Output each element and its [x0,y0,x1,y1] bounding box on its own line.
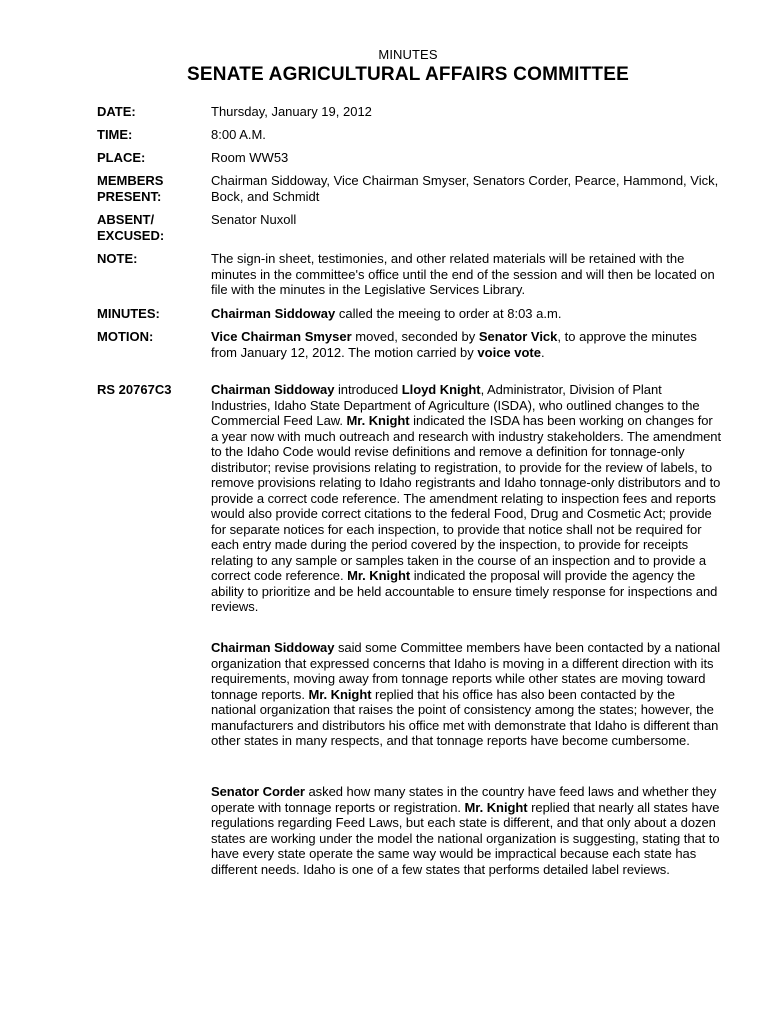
motion-seconder: Senator Vick [478,329,558,344]
motion-mover: Vice Chairman Smyser [211,329,352,344]
rs-paragraph-3 [211,784,723,877]
rs-paragraph-1 [211,382,723,615]
speaker-lloyd-knight: Lloyd Knight [401,382,481,397]
minutes-label: MINUTES: [97,306,160,321]
rs-label: RS 20767C3 [97,382,172,397]
absent-label [97,212,207,243]
members-present-value: Chairman Siddoway, Vice Chairman Smyser, Senators Corder, Pearce, Hammond, Vick, Bock, and Schmidt [211,173,719,204]
p3-text-2: replied that nearly all states have regulations regarding Feed Laws, but each state is different, and that only about a dozen states are working under the model the national organization is suggesting, stating that to have every state operate the same way would be impractical because each state has different needs. Idaho is one of a few states that performs detailed label reviews. [211,799,720,877]
members-label-line2: PRESENT: [97,188,162,204]
p2-text-2: replied that his office has also been contacted by the national organization that raises the point of consistency among the states; however, the manufacturers and distributors his office met with demonstrate that Idaho is different than other states in many respects, and that tonnage reports have become cumbersome. [211,686,719,748]
p1-text-1: introduced [334,382,402,397]
time-label: TIME: [97,127,133,142]
motion-vote: voice vote [477,344,541,360]
time-value: 8:00 A.M. [211,127,266,142]
place-label: PLACE: [97,150,146,165]
speaker-chairman-siddoway: Chairman Siddoway [211,640,335,655]
speaker-senator-corder: Senator Corder [211,784,305,799]
members-present-label [97,173,207,204]
p1-text-4: indicated the proposal will provide the agency the ability to prioritize and be held accountable to ensure timely response for inspections and reviews. [211,568,718,614]
minutes-value [211,306,723,322]
absent-value: Senator Nuxoll [211,212,297,227]
speaker-chairman-siddoway: Chairman Siddoway [211,382,335,397]
date-label: DATE: [97,104,136,119]
document-label: MINUTES [378,47,438,62]
motion-value [211,329,723,360]
members-label-line1: MEMBERS [97,173,164,188]
minutes-text: called the meeing to order at 8:03 a.m. [335,306,562,321]
note-label: NOTE: [97,251,138,266]
speaker-mr-knight: Mr. Knight [346,413,410,428]
minutes-speaker: Chairman Siddoway [211,306,336,321]
p3-text-1: asked how many states in the country have feed laws and whether they operate with tonnage reports or registration. [211,784,717,815]
absent-label-line1: ABSENT/ [97,212,155,227]
speaker-mr-knight: Mr. Knight [464,799,528,815]
p1-text-2: , Administrator, Division of Plant Industries, Idaho State Department of Agriculture (ISDA), who outlined changes to the Commercial Feed Law. [211,382,700,428]
absent-label-line2: EXCUSED: [97,227,165,243]
date-value: Thursday, January 19, 2012 [211,104,372,119]
place-value: Room WW53 [211,150,289,165]
speaker-mr-knight: Mr. Knight [347,568,411,583]
speaker-mr-knight: Mr. Knight [308,686,372,702]
motion-text3: . [541,344,545,360]
rs-paragraph-2 [211,640,723,749]
p1-text-3: indicated the ISDA has been working on changes for a year now with much outreach and research with industry stakeholders. The amendment to the Idaho Code would revise definitions and remove a definition for tonnage-only distributor; revise provisions relating to registration, to provide for the review of labels, to remove provisions relating to Idaho registrants and Idaho tonnage-only distributors and to provide a correct code reference. The amendment relating to inspection fees and reports would also provide correct citations to the federal Food, Drug and Cosmetic Act; provide for separate notices for each inspection, to provide that notice shall not be required for each entry made during the period covered by the inspection, to provide for receipts relating to any sample or samples taken in the course of an inspection and to provide a correct code reference. [211,413,722,583]
motion-label: MOTION: [97,329,154,344]
motion-text1: moved, seconded by [351,329,479,344]
motion-text2: , to approve the minutes from January 12, 2012. The motion carried by [211,329,697,360]
p2-text-1: said some Committee members have been contacted by a national organization that expressed concerns that Idaho is moving in a different direction with its requirements, moving away from tonnage reports while other states are moving toward tonnage reports. [211,640,721,702]
committee-title: SENATE AGRICULTURAL AFFAIRS COMMITTEE [187,64,629,85]
note-value: The sign-in sheet, testimonies, and other related materials will be retained with the minutes in the committee's office until the end of the session and will then be located on file with the minutes in the Legislative Services Library. [211,251,715,298]
